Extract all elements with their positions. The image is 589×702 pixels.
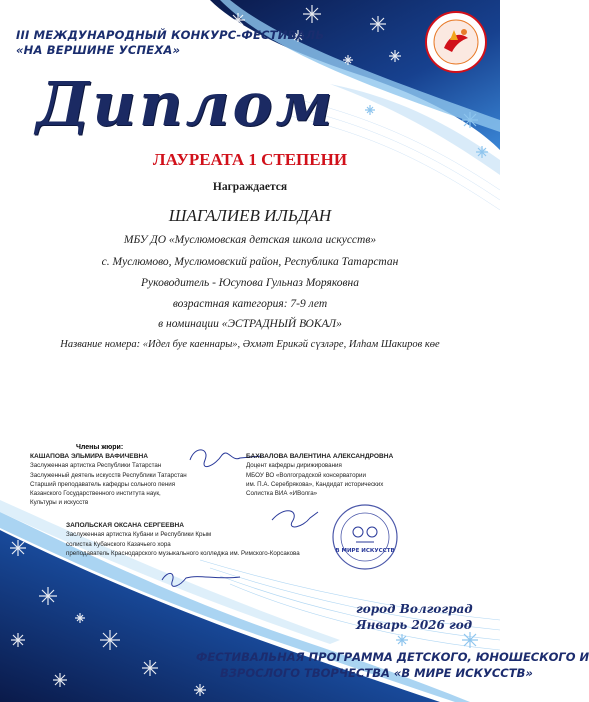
jury-member-line: Заслуженная артистка Кубани и Республики Крым (66, 531, 212, 539)
stamp-text: В МИРЕ ИСКУССТВ (335, 548, 395, 554)
festival-logo-icon (424, 10, 488, 74)
recipient-name: ШАГАЛИЕВ ИЛЬДАН (168, 206, 332, 225)
jury-member-name: ЗАПОЛЬСКАЯ ОКСАНА СЕРГЕЕВНА (66, 522, 184, 529)
jury-member-kashapova (30, 452, 187, 508)
jury-member-line: солистка Кубанского Казачьего хора (66, 540, 171, 548)
jury-member-line: МБОУ ВО «Волгоградской консерватории (246, 471, 366, 479)
supervisor: Руководитель - Юсупова Гульназ Моряковна (141, 277, 359, 289)
jury-member-line: Старший преподаватель кафедры сольного пения (30, 480, 176, 488)
location: с. Муслюмово, Муслюмовский район, Республика Татарстан (101, 256, 399, 268)
jury-member-name: КАШАПОВА ЭЛЬМИРА ВАФИЧЕВНА (30, 453, 148, 460)
laureate-degree: ЛАУРЕАТА 1 СТЕПЕНИ (152, 150, 348, 169)
festival-stamp-icon (330, 502, 400, 572)
age-category: возрастная категория: 7-9 лет (172, 298, 328, 310)
contest-header-line2: «НА ВЕРШИНЕ УСПЕХА» (16, 43, 181, 57)
diploma-title: Диплом (36, 70, 336, 140)
footer-line1: ФЕСТИВАЛЬНАЯ ПРОГРАММА ДЕТСКОГО, ЮНОШЕСКОГО И (196, 650, 589, 664)
nomination: в номинации «ЭСТРАДНЫЙ ВОКАЛ» (158, 318, 342, 330)
piece-title: Название номера: «Идел буе каеннары», Әхмәт Ерикәй сүзләре, Илһам Шакиров көе (60, 339, 440, 350)
contest-header-line1: III МЕЖДУНАРОДНЫЙ КОНКУРС-ФЕСТИВАЛЬ (16, 28, 325, 42)
jury-member-line: Заслуженный деятель искусств Республики Татарстан (30, 471, 187, 479)
date: Январь 2026 год (356, 618, 473, 632)
jury-member-line: Казанского Государственного института наук, (30, 490, 161, 498)
jury-member-bakhvalova (246, 452, 393, 498)
jury-member-name: БАХВАЛОВА ВАЛЕНТИНА АЛЕКСАНДРОВНА (246, 453, 394, 460)
school-name: МБУ ДО «Муслюмовская детская школа искусств» (123, 234, 377, 246)
jury-member-line: Культуры и искусств (30, 499, 89, 507)
footer-line2: ВЗРОСЛОГО ТВОРЧЕСТВА «В МИРЕ ИСКУССТВ» (220, 666, 533, 680)
jury-member-zapolskaya (66, 521, 300, 558)
jury-member-line: преподаватель Краснодарского музыкального колледжа им. Римского-Корсакова (66, 549, 300, 557)
jury-member-line: Солистка ВИА «ИВолга» (246, 490, 318, 498)
jury-member-line: им. П.А. Серебрякова», Кандидат исторических (246, 480, 384, 488)
jury-member-line: Доцент кафедры дирижирования (246, 462, 342, 470)
jury-member-line: Заслуженная артистка Республики Татарстан (30, 462, 162, 470)
awarded-label: Награждается (212, 181, 288, 193)
jury-title: Члены жюри: (76, 444, 124, 451)
city: город Волгоград (356, 602, 473, 616)
